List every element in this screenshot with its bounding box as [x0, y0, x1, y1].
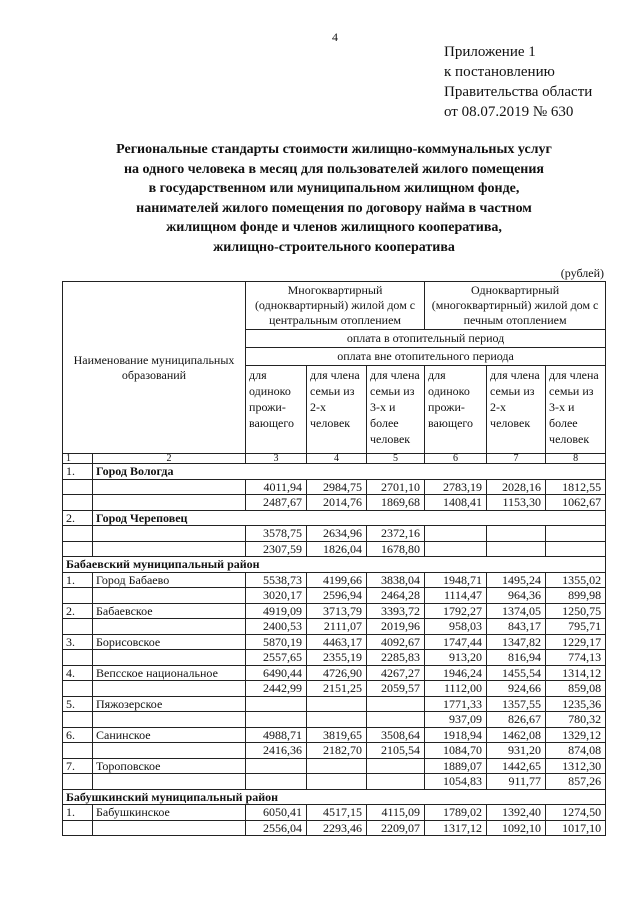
- value-cell: 6050,41: [246, 805, 307, 821]
- value-cell: 857,26: [546, 774, 606, 790]
- value-cell: 1317,12: [425, 820, 487, 836]
- municipality-name: [93, 541, 246, 557]
- header-subcol: для одиноко прожи-вающего: [246, 366, 307, 454]
- value-cell: [367, 758, 425, 774]
- municipality-name: Санинское: [93, 727, 246, 743]
- table-row: [63, 665, 606, 681]
- value-cell: 2596,94: [307, 588, 367, 604]
- value-cell: 2182,70: [307, 743, 367, 759]
- value-cell: 2416,36: [246, 743, 307, 759]
- col-number: 4: [307, 454, 367, 464]
- value-cell: 2487,67: [246, 495, 307, 511]
- value-cell: 4988,71: [246, 727, 307, 743]
- table-row: [63, 774, 606, 790]
- standards-table: [62, 281, 606, 836]
- value-cell: [425, 541, 487, 557]
- row-number: 2.: [63, 603, 93, 619]
- table-row: [63, 588, 606, 604]
- table-row: [63, 681, 606, 697]
- value-cell: 924,66: [487, 681, 546, 697]
- value-cell: 2059,57: [367, 681, 425, 697]
- value-cell: 4011,94: [246, 479, 307, 495]
- municipality-name: Бабаевское: [93, 603, 246, 619]
- entity-row: [63, 510, 606, 526]
- entity-name: Город Череповец: [93, 510, 606, 526]
- column-number-row: [63, 454, 606, 464]
- value-cell: 859,08: [546, 681, 606, 697]
- district-name: Бабушкинский муниципальный район: [63, 789, 606, 805]
- value-cell: 1946,24: [425, 665, 487, 681]
- entity-row: [63, 464, 606, 480]
- row-number: 1.: [63, 805, 93, 821]
- value-cell: 780,32: [546, 712, 606, 728]
- value-cell: 2285,83: [367, 650, 425, 666]
- district-name: Бабаевский муниципальный район: [63, 557, 606, 573]
- value-cell: 4517,15: [307, 805, 367, 821]
- value-cell: 2355,19: [307, 650, 367, 666]
- table-row: [63, 727, 606, 743]
- unit-label: (рублей): [560, 266, 604, 280]
- row-number: 1.: [63, 464, 93, 480]
- value-cell: 1347,82: [487, 634, 546, 650]
- col-number: 8: [546, 454, 606, 464]
- header-subcol: для члена семьи из 2-х человек: [307, 366, 367, 454]
- value-cell: 2111,07: [307, 619, 367, 635]
- value-cell: [307, 696, 367, 712]
- value-cell: 931,20: [487, 743, 546, 759]
- municipality-name: Город Бабаево: [93, 572, 246, 588]
- table-row: [63, 696, 606, 712]
- value-cell: 1062,67: [546, 495, 606, 511]
- value-cell: [246, 696, 307, 712]
- table-row: [63, 541, 606, 557]
- value-cell: [367, 774, 425, 790]
- row-number: 2.: [63, 510, 93, 526]
- value-cell: 1250,75: [546, 603, 606, 619]
- value-cell: 1889,07: [425, 758, 487, 774]
- municipality-name: [93, 479, 246, 495]
- table-row: [63, 805, 606, 821]
- municipality-name: Пяжозерское: [93, 696, 246, 712]
- value-cell: [367, 696, 425, 712]
- value-cell: 1114,47: [425, 588, 487, 604]
- table-row: [63, 712, 606, 728]
- col-number: 2: [93, 454, 246, 464]
- title-line: Региональные стандарты стоимости жилищно-коммунальных услуг: [116, 142, 552, 157]
- value-cell: 2293,46: [307, 820, 367, 836]
- value-cell: [487, 526, 546, 542]
- value-cell: [307, 774, 367, 790]
- appendix-line: к постановлению: [444, 64, 555, 80]
- value-cell: [246, 774, 307, 790]
- value-cell: 1355,02: [546, 572, 606, 588]
- page-number: 4: [332, 30, 338, 44]
- table-row: [63, 526, 606, 542]
- value-cell: 958,03: [425, 619, 487, 635]
- value-cell: [546, 541, 606, 557]
- value-cell: 2557,65: [246, 650, 307, 666]
- municipality-name: [93, 774, 246, 790]
- table-row: [63, 572, 606, 588]
- value-cell: 1826,04: [307, 541, 367, 557]
- title-line: жилищном фонде и членов жилищного кооператива,: [166, 220, 502, 235]
- value-cell: 774,13: [546, 650, 606, 666]
- value-cell: 2028,16: [487, 479, 546, 495]
- row-number: [63, 712, 93, 728]
- value-cell: 2442,99: [246, 681, 307, 697]
- municipality-name: Вепсское национальное: [93, 665, 246, 681]
- value-cell: 2984,75: [307, 479, 367, 495]
- value-cell: 795,71: [546, 619, 606, 635]
- value-cell: 1274,50: [546, 805, 606, 821]
- value-cell: 1153,30: [487, 495, 546, 511]
- value-cell: 1374,05: [487, 603, 546, 619]
- row-number: 6.: [63, 727, 93, 743]
- table-row: [63, 619, 606, 635]
- value-cell: [367, 712, 425, 728]
- row-number: [63, 619, 93, 635]
- header-subcol: для члена семьи из 3-х и более человек: [546, 366, 606, 454]
- value-cell: 3393,72: [367, 603, 425, 619]
- municipality-name: [93, 681, 246, 697]
- value-cell: 2209,07: [367, 820, 425, 836]
- row-number: [63, 681, 93, 697]
- value-cell: 1084,70: [425, 743, 487, 759]
- row-number: [63, 541, 93, 557]
- value-cell: [307, 758, 367, 774]
- value-cell: 3819,65: [307, 727, 367, 743]
- value-cell: 3578,75: [246, 526, 307, 542]
- document-title: [60, 140, 608, 257]
- value-cell: 1314,12: [546, 665, 606, 681]
- value-cell: 913,20: [425, 650, 487, 666]
- value-cell: [487, 541, 546, 557]
- district-row: [63, 789, 606, 805]
- value-cell: 1408,41: [425, 495, 487, 511]
- header-subcol: для одиноко прожи-вающего: [425, 366, 487, 454]
- entity-name: Город Вологда: [93, 464, 606, 480]
- value-cell: 3713,79: [307, 603, 367, 619]
- table-row: [63, 495, 606, 511]
- table-row: [63, 758, 606, 774]
- table-row: [63, 603, 606, 619]
- header-subcol: для члена семьи из 3-х и более человек: [367, 366, 425, 454]
- value-cell: 1812,55: [546, 479, 606, 495]
- value-cell: 1792,27: [425, 603, 487, 619]
- municipality-name: [93, 650, 246, 666]
- value-cell: 4267,27: [367, 665, 425, 681]
- appendix-note: [444, 42, 592, 122]
- header-subcol: для члена семьи из 2-х человек: [487, 366, 546, 454]
- col-number: 7: [487, 454, 546, 464]
- municipality-name: Борисовское: [93, 634, 246, 650]
- row-number: 7.: [63, 758, 93, 774]
- value-cell: [546, 526, 606, 542]
- value-cell: 1678,80: [367, 541, 425, 557]
- value-cell: 1235,36: [546, 696, 606, 712]
- value-cell: 1092,10: [487, 820, 546, 836]
- value-cell: [246, 758, 307, 774]
- row-number: 4.: [63, 665, 93, 681]
- value-cell: [246, 712, 307, 728]
- value-cell: 6490,44: [246, 665, 307, 681]
- table-row: [63, 650, 606, 666]
- value-cell: 2701,10: [367, 479, 425, 495]
- value-cell: 4726,90: [307, 665, 367, 681]
- row-number: [63, 820, 93, 836]
- table-row: [63, 634, 606, 650]
- header-group-stove: Одноквартирный (многоквартирный) жилой дом с печным отоплением: [425, 282, 606, 330]
- value-cell: 1112,00: [425, 681, 487, 697]
- value-cell: 1462,08: [487, 727, 546, 743]
- value-cell: 911,77: [487, 774, 546, 790]
- value-cell: 816,94: [487, 650, 546, 666]
- table-row: [63, 479, 606, 495]
- header-name-col: Наименование муниципальных образований: [63, 282, 246, 454]
- value-cell: 2400,53: [246, 619, 307, 635]
- value-cell: 826,67: [487, 712, 546, 728]
- value-cell: 1017,10: [546, 820, 606, 836]
- row-number: 3.: [63, 634, 93, 650]
- value-cell: 4463,17: [307, 634, 367, 650]
- municipality-name: [93, 588, 246, 604]
- value-cell: 1747,44: [425, 634, 487, 650]
- header-nonheating-period: оплата вне отопительного периода: [246, 348, 606, 366]
- municipality-name: [93, 526, 246, 542]
- title-line: жилищно-строительного кооператива: [213, 239, 455, 255]
- value-cell: 2783,19: [425, 479, 487, 495]
- value-cell: 964,36: [487, 588, 546, 604]
- value-cell: 2014,76: [307, 495, 367, 511]
- row-number: [63, 588, 93, 604]
- value-cell: 1329,12: [546, 727, 606, 743]
- col-number: 6: [425, 454, 487, 464]
- value-cell: [425, 526, 487, 542]
- value-cell: 1495,24: [487, 572, 546, 588]
- value-cell: 3020,17: [246, 588, 307, 604]
- value-cell: 5538,73: [246, 572, 307, 588]
- appendix-line: Правительства области: [444, 84, 593, 100]
- municipality-name: [93, 495, 246, 511]
- value-cell: 2634,96: [307, 526, 367, 542]
- value-cell: 2307,59: [246, 541, 307, 557]
- value-cell: 2019,96: [367, 619, 425, 635]
- municipality-name: [93, 712, 246, 728]
- value-cell: 2556,04: [246, 820, 307, 836]
- municipality-name: Бабушкинское: [93, 805, 246, 821]
- header-group-central: Многоквартирный (одноквартирный) жилой дом с центральным отоплением: [246, 282, 425, 330]
- appendix-line: от 08.07.2019 № 630: [444, 104, 574, 120]
- header-heating-period: оплата в отопительный период: [246, 330, 606, 348]
- municipality-name: [93, 820, 246, 836]
- table-row: [63, 820, 606, 836]
- value-cell: 4092,67: [367, 634, 425, 650]
- value-cell: 4115,09: [367, 805, 425, 821]
- value-cell: 1869,68: [367, 495, 425, 511]
- value-cell: [307, 712, 367, 728]
- value-cell: 874,08: [546, 743, 606, 759]
- value-cell: 1442,65: [487, 758, 546, 774]
- value-cell: 2372,16: [367, 526, 425, 542]
- title-line: нанимателей жилого помещения по договору найма в частном: [136, 200, 532, 216]
- row-number: [63, 479, 93, 495]
- value-cell: 937,09: [425, 712, 487, 728]
- value-cell: 1918,94: [425, 727, 487, 743]
- value-cell: 5870,19: [246, 634, 307, 650]
- value-cell: 1455,54: [487, 665, 546, 681]
- row-number: [63, 526, 93, 542]
- title-line: в государственном или муниципальном жилищном фонде,: [148, 181, 520, 196]
- value-cell: 3508,64: [367, 727, 425, 743]
- value-cell: 2105,54: [367, 743, 425, 759]
- value-cell: 1312,30: [546, 758, 606, 774]
- value-cell: 1357,55: [487, 696, 546, 712]
- municipality-name: [93, 743, 246, 759]
- value-cell: 3838,04: [367, 572, 425, 588]
- value-cell: 1789,02: [425, 805, 487, 821]
- value-cell: 1771,33: [425, 696, 487, 712]
- title-line: на одного человека в месяц для пользователей жилого помещения: [123, 161, 545, 177]
- value-cell: 899,98: [546, 588, 606, 604]
- row-number: 1.: [63, 572, 93, 588]
- value-cell: 4919,09: [246, 603, 307, 619]
- value-cell: 843,17: [487, 619, 546, 635]
- row-number: [63, 774, 93, 790]
- table-row: [63, 743, 606, 759]
- municipality-name: Тороповское: [93, 758, 246, 774]
- value-cell: 4199,66: [307, 572, 367, 588]
- row-number: 5.: [63, 696, 93, 712]
- value-cell: 1054,83: [425, 774, 487, 790]
- col-number: 3: [246, 454, 307, 464]
- municipality-name: [93, 619, 246, 635]
- value-cell: 2151,25: [307, 681, 367, 697]
- row-number: [63, 743, 93, 759]
- value-cell: 1392,40: [487, 805, 546, 821]
- col-number: 5: [367, 454, 425, 464]
- appendix-line: Приложение 1: [444, 44, 536, 60]
- value-cell: 2464,28: [367, 588, 425, 604]
- row-number: [63, 650, 93, 666]
- value-cell: 1948,71: [425, 572, 487, 588]
- col-number: 1: [63, 454, 93, 464]
- row-number: [63, 495, 93, 511]
- value-cell: 1229,17: [546, 634, 606, 650]
- district-row: [63, 557, 606, 573]
